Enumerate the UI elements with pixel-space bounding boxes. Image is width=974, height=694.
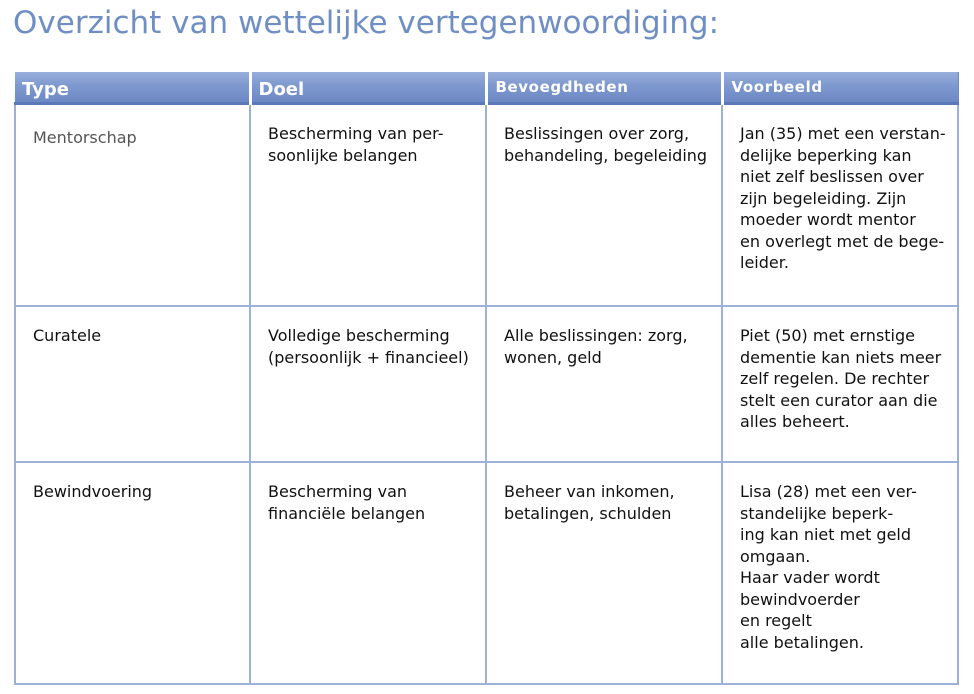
- column-header-label: Voorbeeld: [731, 78, 823, 96]
- cell-line: standelijke beperk-: [740, 503, 894, 523]
- cell-line: stelt een curator aan die: [740, 390, 938, 410]
- cell-line: Lisa (28) met een ver-: [740, 482, 917, 501]
- cell-line: alle betalingen.: [740, 632, 864, 652]
- cell-line: financiële belangen: [268, 503, 426, 523]
- cell-line: Beheer van inkomen,: [504, 482, 675, 501]
- column-header-label: Bevoegdheden: [495, 78, 629, 96]
- cell-line: zelf regelen. De rechter: [740, 369, 930, 388]
- cell-voorbeeld: [722, 462, 958, 684]
- cell-doel: [250, 104, 486, 307]
- cell-line: zijn begeleiding. Zijn: [740, 188, 907, 208]
- cell-line: en regelt: [740, 611, 812, 630]
- cell-bevoegdheden: [486, 104, 722, 307]
- cell-line: dementie kan niets meer: [740, 347, 942, 367]
- column-header-label: Doel: [258, 78, 305, 100]
- column-header-bevoegdheden: [486, 72, 722, 104]
- cell-line: Bescherming van per-: [268, 124, 444, 143]
- cell-line: Volledige bescherming: [268, 326, 450, 345]
- cell-line: moeder wordt mentor: [740, 210, 916, 229]
- column-header-label: Type: [22, 78, 69, 100]
- cell-type: [15, 306, 250, 462]
- cell-line: Jan (35) met een verstan-: [740, 124, 946, 143]
- cell-text: Mentorschap: [33, 128, 137, 147]
- cell-line: Beslissingen over zorg,: [504, 124, 690, 143]
- cell-type: [15, 104, 250, 307]
- table-row: [15, 104, 958, 307]
- cell-type: [15, 462, 250, 684]
- column-header-voorbeeld: [722, 72, 958, 104]
- cell-line: wonen, geld: [504, 347, 602, 367]
- table-header-row: [15, 72, 958, 104]
- cell-line: alles beheert.: [740, 412, 850, 431]
- cell-line: delijke beperking kan: [740, 145, 912, 165]
- cell-line: (persoonlijk + financieel): [268, 347, 469, 367]
- cell-line: omgaan.: [740, 546, 811, 566]
- column-header-type: [15, 72, 250, 104]
- cell-bevoegdheden: [486, 462, 722, 684]
- cell-line: Alle beslissingen: zorg,: [504, 326, 688, 345]
- cell-line: behandeling, begeleiding: [504, 145, 708, 165]
- cell-line: en overlegt met de bege-: [740, 231, 945, 251]
- cell-voorbeeld: [722, 306, 958, 462]
- table-row: [15, 462, 958, 684]
- cell-line: niet zelf beslissen over: [740, 167, 924, 186]
- cell-voorbeeld: [722, 104, 958, 307]
- table-row: [15, 306, 958, 462]
- representation-table: [14, 72, 959, 685]
- cell-line: ing kan niet met geld: [740, 525, 912, 544]
- cell-line: soonlijke belangen: [268, 145, 418, 165]
- column-header-doel: [250, 72, 486, 104]
- page-title: Overzicht van wettelijke vertegenwoordiging:: [13, 5, 720, 41]
- cell-line: Piet (50) met ernstige: [740, 326, 915, 345]
- cell-line: leider.: [740, 253, 789, 272]
- cell-text: Bewindvoering: [33, 482, 153, 501]
- cell-doel: [250, 306, 486, 462]
- cell-line: Bescherming van: [268, 482, 408, 501]
- cell-line: betalingen, schulden: [504, 503, 672, 523]
- cell-bevoegdheden: [486, 306, 722, 462]
- cell-line: bewindvoerder: [740, 589, 860, 609]
- cell-doel: [250, 462, 486, 684]
- cell-line: Haar vader wordt: [740, 568, 880, 587]
- cell-text: Curatele: [33, 326, 102, 345]
